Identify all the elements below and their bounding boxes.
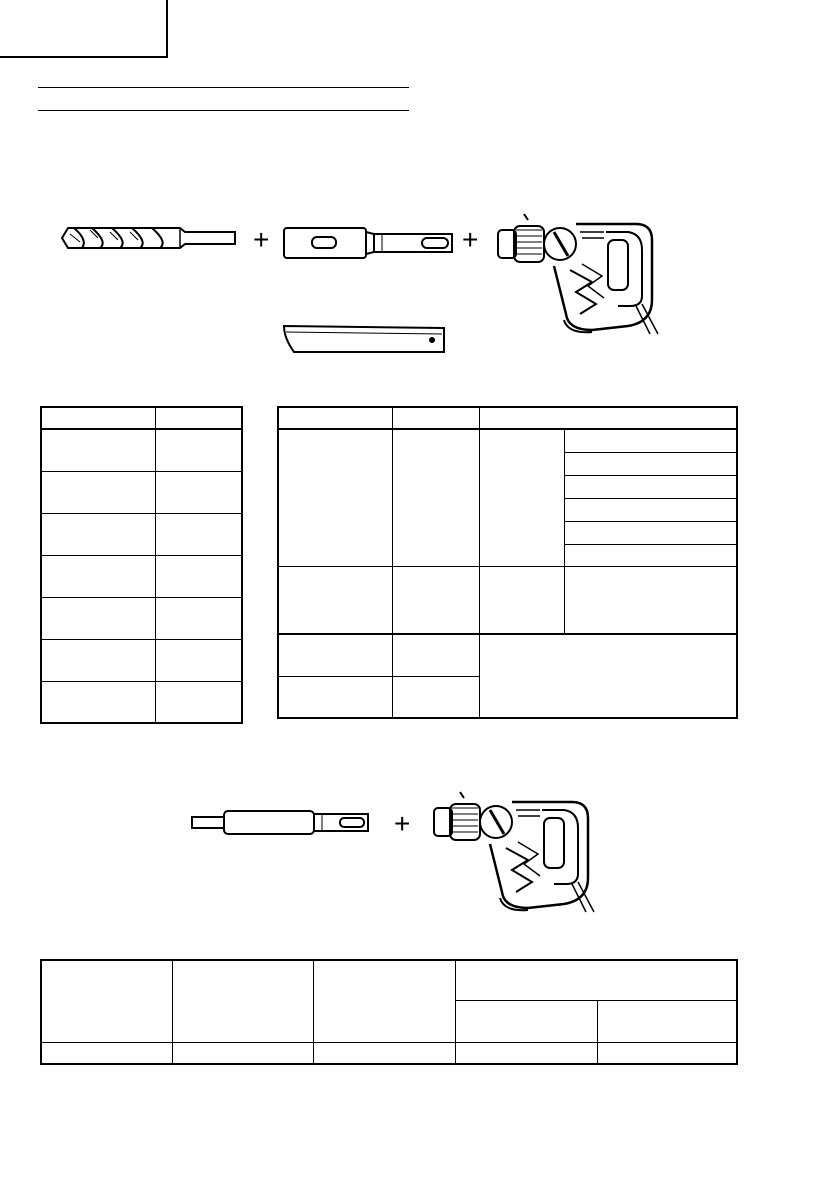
taper-shank-adapter-icon: [282, 226, 454, 260]
table-cell: [156, 471, 243, 513]
table-cell: [156, 429, 243, 471]
table-row: [41, 513, 242, 555]
table-row: [41, 597, 242, 639]
table-cell: [41, 639, 156, 681]
table-row: [41, 471, 242, 513]
table-row: [278, 407, 737, 429]
table-cell: [565, 429, 738, 452]
table-cell: [41, 960, 173, 1042]
table-cell: [393, 407, 480, 429]
table-cell: [173, 960, 314, 1042]
cotter-wedge-icon: [280, 324, 448, 356]
table-row: [278, 566, 737, 634]
rotary-hammer-icon: [432, 788, 608, 918]
table-cell: [565, 452, 738, 475]
table-row: [41, 960, 737, 1000]
table-cell: [393, 429, 480, 566]
table-cell: [393, 676, 480, 718]
table-row: [41, 407, 242, 429]
table-cell: [393, 566, 480, 634]
left-spec-table: [40, 406, 243, 724]
table-cell: [565, 566, 738, 634]
table-cell: [156, 407, 243, 429]
table-row: [41, 555, 242, 597]
table-row: [41, 1042, 737, 1064]
table-cell: [156, 513, 243, 555]
table-cell: [598, 1000, 738, 1042]
table-cell: [480, 429, 565, 566]
heading-rule-bottom: [38, 110, 409, 111]
heading-rule-top: [38, 87, 409, 88]
right-spec-table: [277, 406, 738, 719]
table-row: [41, 429, 242, 471]
table-cell: [456, 960, 738, 1000]
table-row: [278, 634, 737, 676]
table-cell: [156, 639, 243, 681]
table-cell: [480, 634, 738, 718]
table-cell: [278, 676, 393, 718]
table-cell: [480, 407, 738, 429]
table-cell: [41, 1042, 173, 1064]
table-row: [41, 681, 242, 723]
table-cell: [278, 429, 393, 566]
table-cell: [41, 407, 156, 429]
table-cell: [41, 429, 156, 471]
table-cell: [565, 498, 738, 521]
table-cell: [314, 1042, 456, 1064]
table-cell: [41, 555, 156, 597]
bottom-spec-table: [40, 959, 738, 1065]
table-cell: [41, 513, 156, 555]
drill-bit-icon: [60, 218, 240, 258]
table-cell: [41, 597, 156, 639]
table-row: [41, 639, 242, 681]
sds-adapter-icon: [190, 808, 370, 838]
table-cell: [456, 1000, 598, 1042]
table-cell: [41, 471, 156, 513]
table-cell: [565, 475, 738, 498]
table-cell: [156, 681, 243, 723]
table-cell: [173, 1042, 314, 1064]
table-cell: [41, 681, 156, 723]
plus-sign-2: +: [462, 224, 479, 255]
table-cell: [278, 566, 393, 634]
table-cell: [598, 1042, 738, 1064]
table-row: [278, 429, 737, 452]
table-cell: [314, 960, 456, 1042]
page-tab-box: [0, 0, 168, 58]
table-cell: [156, 555, 243, 597]
table-cell: [278, 407, 393, 429]
plus-sign-1: +: [253, 224, 270, 255]
rotary-hammer-icon: [496, 210, 672, 340]
table-cell: [565, 544, 738, 566]
table-cell: [156, 597, 243, 639]
table-cell: [480, 566, 565, 634]
table-cell: [456, 1042, 598, 1064]
table-cell: [565, 521, 738, 544]
plus-sign-3: +: [394, 808, 411, 839]
table-cell: [393, 634, 480, 676]
table-cell: [278, 634, 393, 676]
